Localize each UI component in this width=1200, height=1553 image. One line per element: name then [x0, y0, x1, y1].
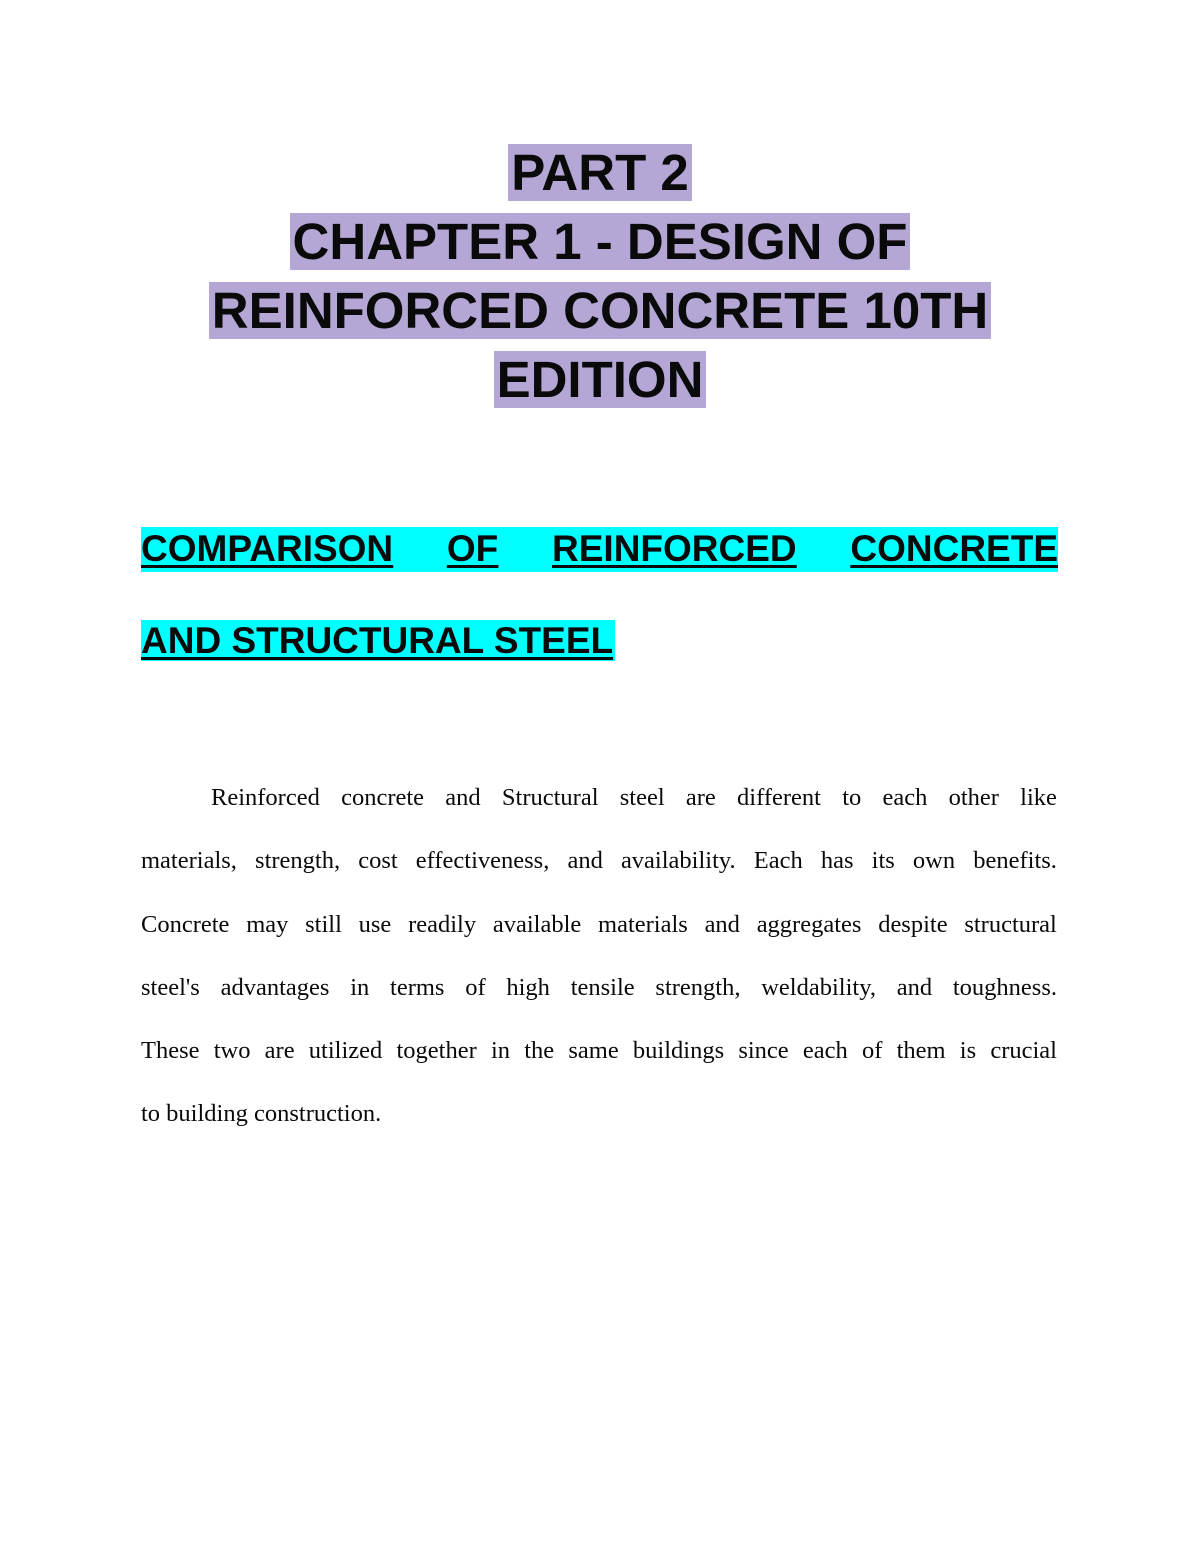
title-text-subject: REINFORCED CONCRETE 10TH — [209, 282, 991, 339]
section-heading — [141, 527, 1058, 664]
body-word: advantages — [220, 973, 330, 1001]
body-word: and — [896, 973, 933, 1001]
body-word: aggregates — [756, 910, 862, 938]
body-word: tensile — [570, 973, 635, 1001]
body-word: may — [246, 910, 289, 938]
body-word: each — [882, 784, 928, 811]
body-word: each — [802, 1037, 848, 1065]
title-line-4 — [0, 349, 1200, 418]
body-word: effectiveness, — [415, 847, 550, 875]
section-heading-line-1 — [141, 527, 1058, 572]
body-word: Concrete — [141, 910, 230, 938]
body-word: is — [959, 1037, 977, 1065]
body-word: despite — [878, 910, 948, 938]
body-word: toughness. — [952, 973, 1057, 1001]
body-word: in — [350, 973, 370, 1001]
body-word: of — [465, 973, 486, 1001]
title-text-part: PART 2 — [508, 144, 692, 201]
body-word: together — [396, 1037, 477, 1065]
body-line — [141, 1023, 1057, 1086]
body-word: are — [264, 1037, 295, 1065]
body-word: since — [738, 1037, 789, 1065]
title-text-edition: EDITION — [494, 351, 707, 408]
body-word: own — [912, 847, 956, 875]
body-word: steel's — [141, 973, 200, 1001]
title-line-1 — [0, 142, 1200, 211]
body-word: cost — [358, 847, 398, 875]
body-word: crucial — [990, 1037, 1057, 1065]
body-line — [141, 897, 1057, 960]
body-word: to building construction. — [141, 1100, 382, 1128]
heading-word: REINFORCED — [552, 528, 797, 569]
body-word: are — [685, 784, 716, 811]
body-word: two — [213, 1037, 251, 1065]
body-word: steel — [619, 784, 665, 811]
body-line — [141, 770, 1057, 833]
body-word: same — [568, 1037, 619, 1065]
body-word: structural — [964, 910, 1057, 938]
body-word: weldability, — [761, 973, 876, 1001]
body-word: utilized — [308, 1037, 383, 1065]
body-word: Reinforced — [211, 784, 320, 811]
body-word: These — [141, 1037, 200, 1065]
body-word: and — [704, 910, 740, 938]
body-word: materials — [598, 910, 688, 938]
body-word: and — [567, 847, 603, 875]
body-word: other — [948, 784, 999, 811]
body-word: concrete — [341, 784, 425, 811]
body-paragraph — [141, 770, 1057, 1150]
body-word: of — [861, 1037, 883, 1065]
heading-text: AND STRUCTURAL STEEL — [141, 620, 614, 661]
body-word: in — [490, 1037, 511, 1065]
heading-word: OF — [446, 528, 499, 569]
heading-word: CONCRETE — [850, 528, 1058, 569]
body-word: and — [445, 784, 481, 811]
title-line-3 — [0, 280, 1200, 349]
body-word: has — [820, 847, 854, 875]
body-word: Each — [753, 847, 803, 875]
body-word: high — [506, 973, 550, 1001]
body-word: still — [305, 910, 342, 938]
body-word: strength, — [255, 847, 341, 875]
body-word: terms — [390, 973, 445, 1001]
body-word: them — [896, 1037, 946, 1065]
body-line — [141, 1086, 1057, 1149]
body-word: different — [737, 784, 821, 811]
body-word: buildings — [632, 1037, 725, 1065]
body-word: its — [871, 847, 895, 875]
body-line — [141, 833, 1057, 896]
section-heading-line-2 — [141, 619, 1058, 664]
title-text-chapter: CHAPTER 1 - DESIGN OF — [290, 213, 911, 270]
body-word: materials, — [141, 847, 237, 875]
body-line — [141, 960, 1057, 1023]
body-word: use — [358, 910, 392, 938]
title-block — [0, 142, 1200, 418]
title-line-2 — [0, 211, 1200, 280]
body-word: Structural — [501, 784, 599, 811]
body-word: to — [842, 784, 862, 811]
body-word: readily — [408, 910, 477, 938]
body-word: availability. — [620, 847, 736, 875]
body-word: benefits. — [973, 847, 1057, 875]
body-word: strength, — [655, 973, 741, 1001]
heading-word: COMPARISON — [141, 528, 394, 569]
body-word: available — [492, 910, 582, 938]
body-word: like — [1020, 784, 1057, 811]
body-word: the — [524, 1037, 555, 1065]
